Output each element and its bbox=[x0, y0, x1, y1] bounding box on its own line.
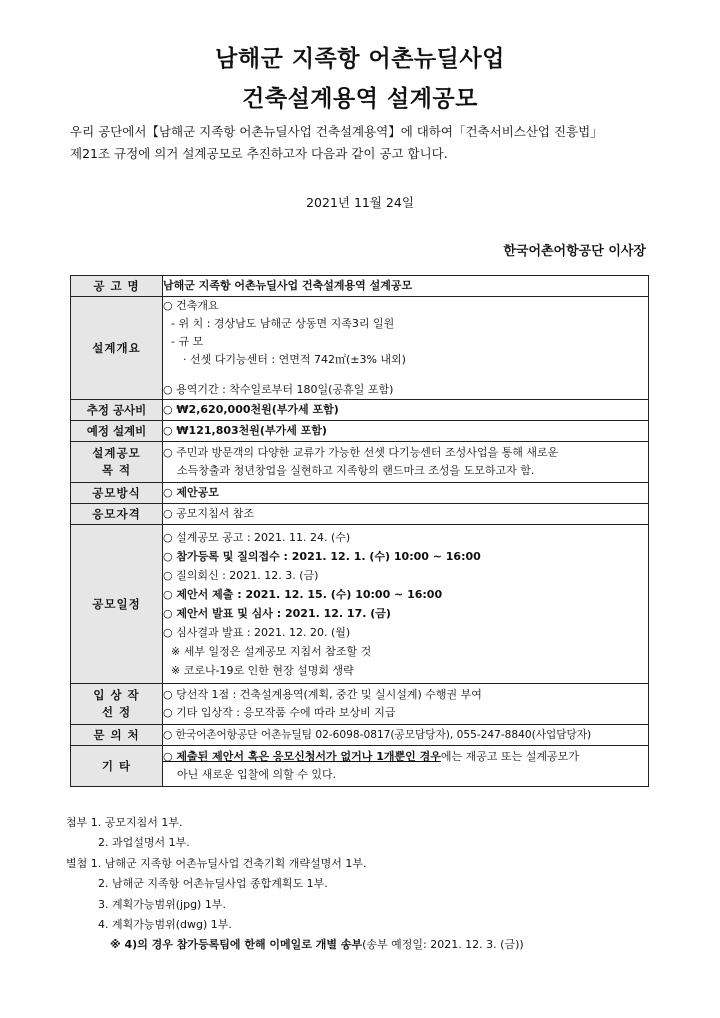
schedule-line-6: ○ 심사결과 발표 : 2021. 12. 20. (월) bbox=[163, 626, 351, 639]
etc-line-1-rest: 에는 재공고 또는 설계공모가 bbox=[440, 750, 579, 763]
enclosure-note-bold: ※ 4)의 경우 참가등록팀에 한해 이메일로 개별 송부 bbox=[110, 938, 363, 952]
intro-line-2: 제21조 규정에 의거 설계공모로 추진하고자 다음과 같이 공고 합니다. bbox=[70, 146, 448, 161]
value-contact: ○ 한국어촌어항공단 어촌뉴딜팀 02-6098-0817(공모담당자), 055-247-8840(사업담당자) bbox=[163, 725, 649, 746]
label-fee: 예정 설계비 bbox=[71, 421, 163, 442]
label-cost: 추정 공사비 bbox=[71, 400, 163, 421]
value-overview bbox=[163, 297, 649, 400]
notice-table bbox=[70, 275, 649, 787]
overview-line-2: - 위 치 : 경상남도 남해군 상동면 지족3리 일원 bbox=[171, 317, 395, 330]
row-overview bbox=[71, 297, 649, 400]
intro-line-1: 우리 공단에서【남해군 지족항 어촌뉴딜사업 건축설계용역】에 대하여「건축서비스산업 진흥법」 bbox=[70, 124, 603, 139]
attach-2: 2. 과업설명서 1부. bbox=[98, 836, 190, 850]
value-schedule bbox=[163, 525, 649, 684]
attach-1: 첨부 1. 공모지침서 1부. bbox=[66, 816, 183, 829]
label-award bbox=[71, 684, 163, 725]
schedule-line-3: ○ 질의회신 : 2021. 12. 3. (금) bbox=[163, 569, 319, 582]
overview-line-1: ○ 건축개요 bbox=[163, 299, 219, 312]
schedule-line-1: ○ 설계공모 공고 : 2021. 11. 24. (수) bbox=[163, 531, 351, 544]
etc-line-1-emphasis: ○ 제출된 제안서 혹은 응모신청서가 없거나 1개뿐인 경우 bbox=[163, 750, 441, 763]
etc-line-1 bbox=[163, 748, 648, 766]
schedule-line-4: ○ 제안서 제출 : 2021. 12. 15. (수) 10:00 ~ 16:00 bbox=[163, 588, 443, 601]
row-schedule bbox=[71, 525, 649, 684]
row-purpose bbox=[71, 442, 649, 483]
schedule-note-1: ※ 세부 일정은 설계공모 지침서 참조할 것 bbox=[171, 645, 372, 658]
schedule-line-5: ○ 제안서 발표 및 심사 : 2021. 12. 17. (금) bbox=[163, 607, 391, 620]
value-cost: ○ ₩2,620,000천원(부가세 포함) bbox=[163, 400, 649, 421]
schedule-line-2: ○ 참가등록 및 질의접수 : 2021. 12. 1. (수) 10:00 ~ 16:00 bbox=[163, 550, 481, 563]
enclosure-1: 별첨 1. 남해군 지족항 어촌뉴딜사업 건축기획 개략설명서 1부. bbox=[66, 856, 367, 870]
label-purpose bbox=[71, 442, 163, 483]
award-line-1: ○ 당선작 1점 : 건축설계용역(계획, 중간 및 실시설계) 수행권 부여 bbox=[163, 688, 482, 701]
value-purpose bbox=[163, 442, 649, 483]
row-contact bbox=[71, 725, 649, 746]
value-fee: ○ ₩121,803천원(부가세 포함) bbox=[163, 421, 649, 442]
overview-line-3: - 규 모 bbox=[171, 335, 204, 348]
title-line-1: 남해군 지족항 어촌뉴딜사업 bbox=[215, 46, 505, 72]
label-contact: 문 의 처 bbox=[71, 725, 163, 746]
value-method: ○ 제안공모 bbox=[163, 483, 649, 504]
purpose-line-2: 소득창출과 청년창업을 실현하고 지족항의 랜드마크 조성을 도모하고자 함. bbox=[177, 464, 535, 477]
label-method: 공모방식 bbox=[71, 483, 163, 504]
row-cost bbox=[71, 400, 649, 421]
label-eligibility: 응모자격 bbox=[71, 504, 163, 525]
purpose-line-1: ○ 주민과 방문객의 다양한 교류가 가능한 선셋 다기능센터 조성사업을 통해 새로운 bbox=[163, 446, 559, 459]
etc-line-2: 아닌 새로운 입찰에 의할 수 있다. bbox=[177, 768, 337, 781]
label-purpose-line-1: 설계공모 bbox=[92, 446, 141, 460]
row-award bbox=[71, 684, 649, 725]
attachments bbox=[66, 813, 524, 956]
value-eligibility: ○ 공모지침서 참조 bbox=[163, 504, 649, 525]
row-notice-name bbox=[71, 276, 649, 297]
value-etc bbox=[163, 746, 649, 787]
intro-paragraph bbox=[70, 121, 670, 165]
value-notice-name: 남해군 지족항 어촌뉴딜사업 건축설계용역 설계공모 bbox=[163, 276, 649, 297]
label-award-line-1: 입 상 작 bbox=[93, 688, 140, 702]
enclosure-note bbox=[66, 935, 524, 955]
overview-line-5: ○ 용역기간 : 착수일로부터 180일(공휴일 포함) bbox=[163, 383, 394, 396]
overview-line-4: · 선셋 다기능센터 : 연면적 742㎡(±3% 내외) bbox=[183, 353, 406, 366]
label-etc: 기 타 bbox=[71, 746, 163, 787]
row-eligibility bbox=[71, 504, 649, 525]
schedule-note-2: ※ 코로나-19로 인한 현장 설명회 생략 bbox=[171, 664, 354, 677]
award-line-2: ○ 기타 입상작 : 응모작품 수에 따라 보상비 지급 bbox=[163, 706, 396, 719]
label-purpose-line-2: 목 적 bbox=[101, 463, 132, 477]
enclosure-note-rest: (송부 예정일: 2021. 12. 3. (금)) bbox=[362, 938, 524, 952]
row-fee bbox=[71, 421, 649, 442]
enclosure-4: 4. 계획가능범위(dwg) 1부. bbox=[98, 918, 232, 932]
label-award-line-2: 선 정 bbox=[101, 705, 132, 719]
enclosure-3: 3. 계획가능범위(jpg) 1부. bbox=[98, 897, 226, 911]
row-etc bbox=[71, 746, 649, 787]
label-notice-name: 공 고 명 bbox=[71, 276, 163, 297]
title-line-2: 건축설계용역 설계공모 bbox=[242, 86, 478, 112]
enclosure-2: 2. 남해군 지족항 어촌뉴딜사업 종합계획도 1부. bbox=[98, 877, 328, 891]
value-award bbox=[163, 684, 649, 725]
signer: 한국어촌어항공단 이사장 bbox=[503, 244, 646, 259]
label-overview: 설계개요 bbox=[71, 297, 163, 400]
notice-date: 2021년 11월 24일 bbox=[306, 195, 414, 210]
label-schedule: 공모일정 bbox=[71, 525, 163, 684]
row-method bbox=[71, 483, 649, 504]
